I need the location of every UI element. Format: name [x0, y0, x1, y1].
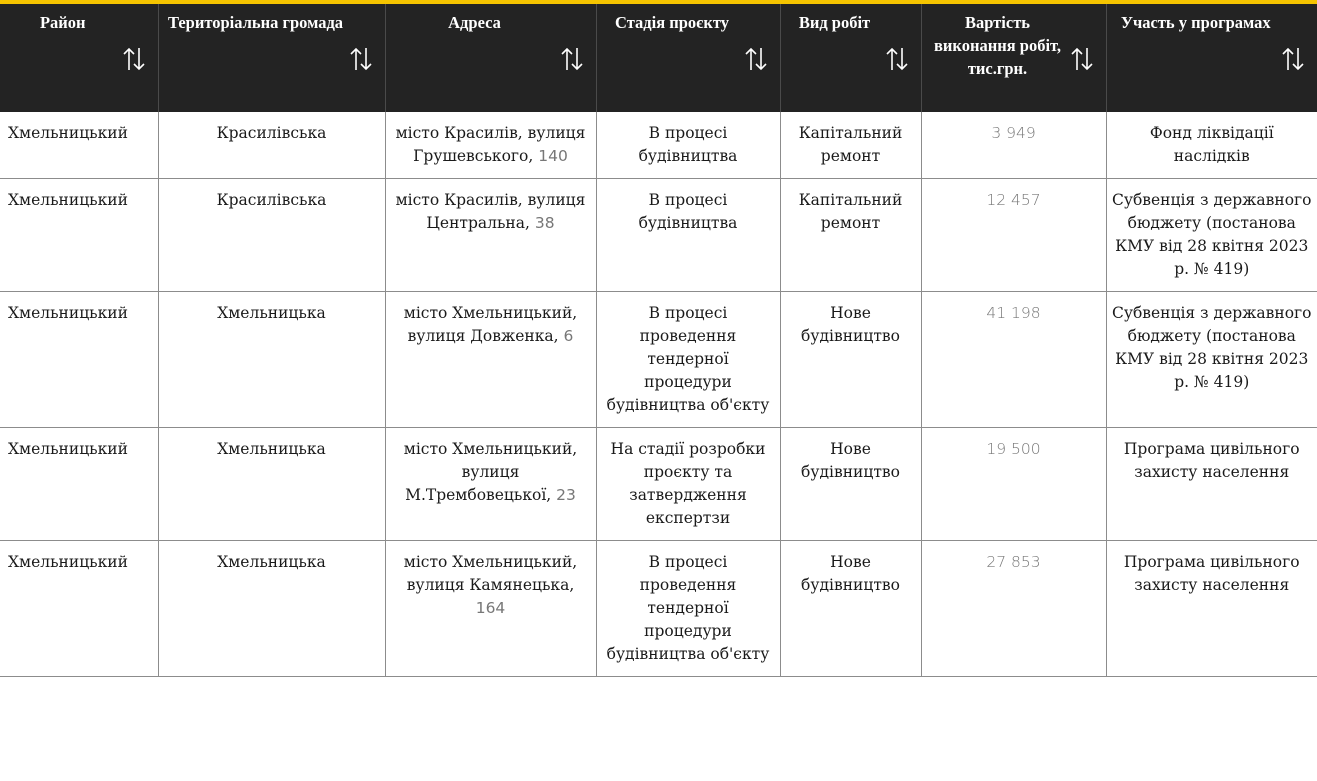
address-text: місто Хмельницький, вулиця Камянецька,: [403, 553, 578, 594]
cost-value: 19 500: [986, 440, 1041, 458]
cell-cost: [921, 428, 1106, 541]
cell-work-type: Капітальний ремонт: [780, 179, 921, 292]
cell-work-type: Нове будівництво: [780, 292, 921, 428]
cell-address: [385, 112, 596, 179]
cell-cost: [921, 112, 1106, 179]
cell-cost: [921, 541, 1106, 677]
sort-arrows-icon[interactable]: [560, 45, 584, 73]
cell-stage: В процесі проведення тендерної процедури будівництва об'єкту: [596, 541, 780, 677]
cell-work-type: Нове будівництво: [780, 541, 921, 677]
cell-program: Субвенція з державного бюджету (постанова КМУ від 28 квітня 2023 р. № 419): [1106, 179, 1317, 292]
sort-arrows-icon[interactable]: [885, 45, 909, 73]
cell-community: Хмельницька: [158, 292, 385, 428]
cell-program: Програма цивільного захисту населення: [1106, 541, 1317, 677]
address-number: 140: [533, 147, 568, 165]
column-header-stage[interactable]: [596, 4, 780, 112]
column-header-label: Район: [39, 13, 86, 32]
cell-address: [385, 541, 596, 677]
sort-arrows-icon[interactable]: [122, 45, 146, 73]
column-header-district[interactable]: [0, 4, 158, 112]
address-number: 6: [558, 327, 574, 345]
cell-stage: В процесі будівництва: [596, 112, 780, 179]
table-row: [0, 541, 1317, 677]
address-number: 38: [529, 214, 555, 232]
cell-district: Хмельницький: [0, 179, 158, 292]
cell-cost: [921, 292, 1106, 428]
projects-table: [0, 4, 1317, 677]
cost-value: 41 198: [986, 304, 1041, 322]
address-number: 23: [551, 486, 576, 504]
column-header-label: Територіальна громада: [167, 13, 344, 32]
address-text: місто Красилів, вулиця Грушевського,: [395, 124, 586, 165]
cell-community: Красилівська: [158, 112, 385, 179]
cell-district: Хмельницький: [0, 112, 158, 179]
cell-address: [385, 179, 596, 292]
cost-value: 12 457: [986, 191, 1041, 209]
sort-arrows-icon[interactable]: [349, 45, 373, 73]
cell-community: Красилівська: [158, 179, 385, 292]
cell-work-type: Нове будівництво: [780, 428, 921, 541]
cell-community: Хмельницька: [158, 428, 385, 541]
column-header-programs[interactable]: [1106, 4, 1317, 112]
cell-district: Хмельницький: [0, 292, 158, 428]
column-header-label: Стадія проєкту: [615, 13, 729, 32]
address-text: місто Хмельницький, вулиця М.Трембовецької,: [403, 440, 578, 504]
cell-stage: В процесі проведення тендерної процедури будівництва об'єкту: [596, 292, 780, 428]
cost-value: 27 853: [986, 553, 1041, 571]
table-row: [0, 179, 1317, 292]
table-row: [0, 112, 1317, 179]
column-header-cost[interactable]: [921, 4, 1106, 112]
cell-program: Фонд ліквідації наслідків: [1106, 112, 1317, 179]
sort-arrows-icon[interactable]: [1070, 45, 1094, 73]
column-header-community[interactable]: [158, 4, 385, 112]
cell-stage: В процесі будівництва: [596, 179, 780, 292]
header-row: [0, 4, 1317, 112]
cell-address: [385, 428, 596, 541]
column-header-label: Вартість виконання робіт, тис.грн.: [933, 13, 1062, 78]
address-text: місто Хмельницький, вулиця Довженка,: [403, 304, 578, 345]
cell-cost: [921, 179, 1106, 292]
cell-district: Хмельницький: [0, 541, 158, 677]
cell-stage: На стадії розробки проєкту та затвердження експертзи: [596, 428, 780, 541]
address-number: 164: [475, 599, 506, 617]
cell-work-type: Капітальний ремонт: [780, 112, 921, 179]
column-header-label: Вид робіт: [798, 13, 871, 32]
cell-program: Субвенція з державного бюджету (постанова КМУ від 28 квітня 2023 р. № 419): [1106, 292, 1317, 428]
cost-value: 3 949: [991, 124, 1036, 142]
sort-arrows-icon[interactable]: [744, 45, 768, 73]
cell-community: Хмельницька: [158, 541, 385, 677]
column-header-work-type[interactable]: [780, 4, 921, 112]
table-row: [0, 292, 1317, 428]
column-header-label: Участь у програмах: [1120, 13, 1271, 32]
cell-district: Хмельницький: [0, 428, 158, 541]
address-text: місто Красилів, вулиця Центральна,: [395, 191, 586, 232]
cell-address: [385, 292, 596, 428]
cell-program: Програма цивільного захисту населення: [1106, 428, 1317, 541]
column-header-label: Адреса: [448, 13, 501, 32]
sort-arrows-icon[interactable]: [1281, 45, 1305, 73]
column-header-address[interactable]: [385, 4, 596, 112]
table-row: [0, 428, 1317, 541]
